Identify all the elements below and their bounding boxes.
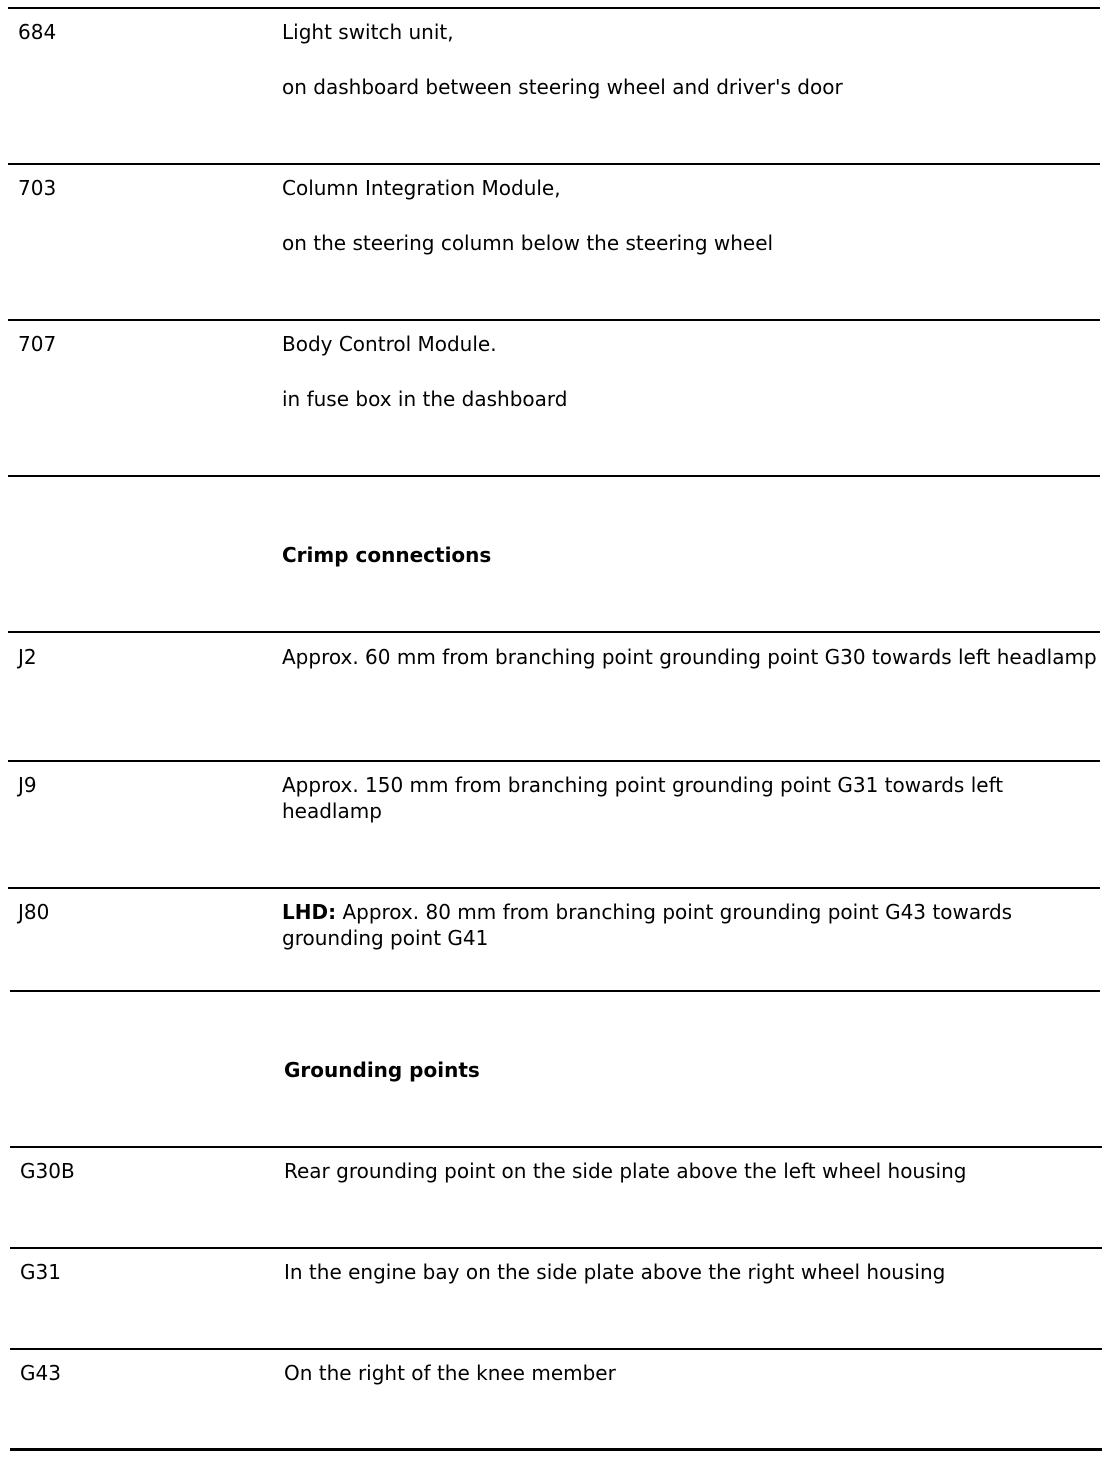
row-divider — [8, 319, 1100, 321]
table-bottom-border — [10, 1448, 1102, 1451]
grounding-code: G43 — [20, 1361, 61, 1385]
grounding-code: G30B — [20, 1159, 75, 1183]
grounding-location: In the engine bay on the side plate above the right wheel housing — [284, 1260, 946, 1284]
row-divider — [8, 475, 1100, 477]
row-divider — [8, 631, 1100, 633]
crimp-code: J9 — [18, 773, 37, 797]
crimp-location: Approx. 150 mm from branching point grounding point G31 towards left headlamp — [282, 773, 1004, 823]
grounding-location: On the right of the knee member — [284, 1361, 616, 1385]
component-location: on the steering column below the steering wheel — [282, 231, 774, 255]
row-divider — [10, 1146, 1102, 1148]
component-name: Column Integration Module, — [282, 176, 561, 200]
crimp-location: Approx. 60 mm from branching point grounding point G30 towards left headlamp — [282, 645, 1097, 669]
crimp-location-text: Approx. 80 mm from branching point grounding point G43 towards grounding point G41 — [282, 900, 1013, 950]
crimp-location — [282, 899, 1042, 951]
grounding-location: Rear grounding point on the side plate above the left wheel housing — [284, 1159, 967, 1183]
component-code: 707 — [18, 332, 57, 356]
row-divider — [8, 7, 1100, 9]
row-divider — [10, 990, 1100, 992]
row-divider — [8, 760, 1100, 762]
component-location: on dashboard between steering wheel and driver's door — [282, 75, 843, 99]
crimp-code: J2 — [18, 645, 37, 669]
section-heading-crimp: Crimp connections — [282, 543, 492, 567]
component-name: Body Control Module. — [282, 332, 497, 356]
lhd-label: LHD: — [282, 900, 337, 924]
component-name: Light switch unit, — [282, 20, 454, 44]
grounding-code: G31 — [20, 1260, 61, 1284]
row-divider — [10, 1348, 1102, 1350]
component-location: in fuse box in the dashboard — [282, 387, 568, 411]
component-code: 703 — [18, 176, 57, 200]
row-divider — [8, 163, 1100, 165]
crimp-code: J80 — [18, 900, 50, 924]
row-divider — [8, 887, 1100, 889]
section-heading-grounding: Grounding points — [284, 1058, 480, 1082]
row-divider — [10, 1247, 1102, 1249]
component-code: 684 — [18, 20, 57, 44]
